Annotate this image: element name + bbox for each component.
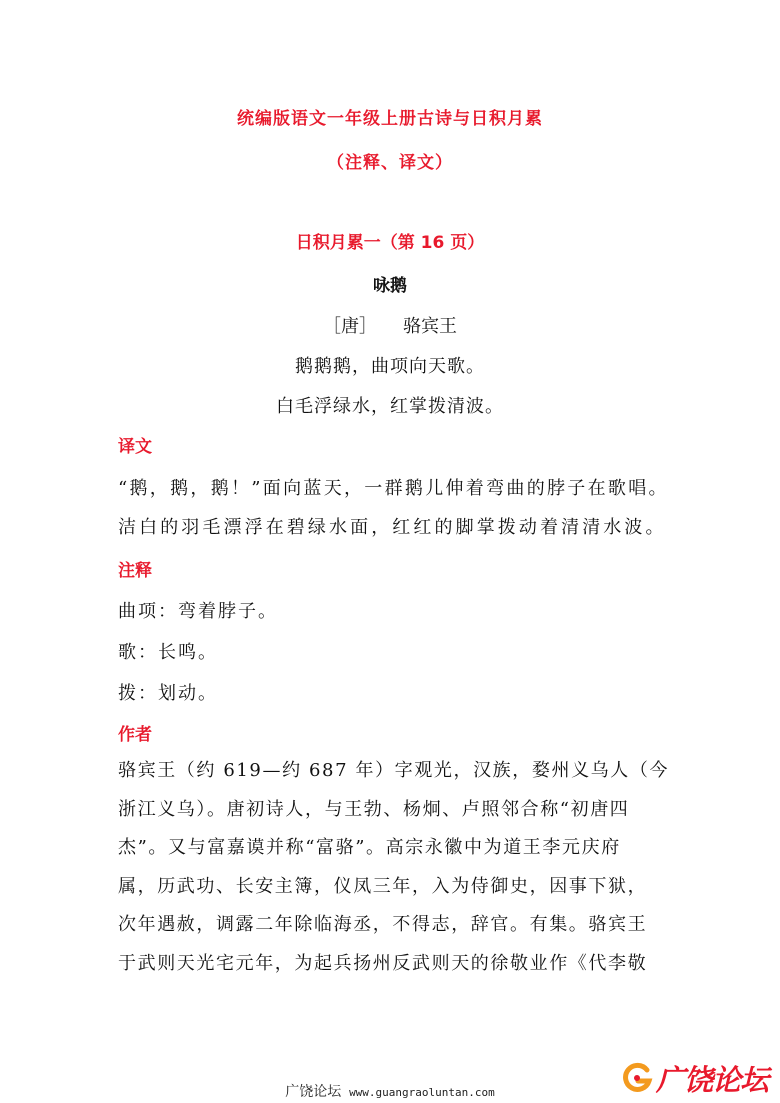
note-item: 拨：划动。	[118, 683, 218, 704]
footer-url[interactable]: www.guangraoluntan.com	[349, 1086, 495, 1099]
document-subtitle: （注释、译文）	[327, 153, 453, 173]
g-swirl-icon	[620, 1061, 654, 1095]
document-title: 统编版语文一年级上册古诗与日积月累	[237, 109, 543, 129]
poem-line: 白毛浮绿水，红掌拨清波。	[276, 396, 504, 417]
bio-line: 骆宾王（约 619—约 687 年）字观光，汉族，婺州义乌人（今	[118, 760, 670, 781]
logo-text: 广饶论坛	[656, 1062, 769, 1097]
notes-label: 注释	[118, 561, 152, 581]
site-logo	[620, 1058, 775, 1098]
bio-line: 属，历武功、长安主簿，仪凤三年，入为侍御史，因事下狱，	[118, 875, 648, 897]
translation-label: 译文	[118, 437, 152, 457]
poem-title: 咏鹅	[373, 276, 407, 296]
translation-line: 洁白的羽毛漂浮在碧绿水面，红红的脚掌拨动着清清水波。	[118, 517, 667, 538]
section-title: 日积月累一（第 16 页）	[295, 233, 485, 253]
poem-author: 骆宾王	[403, 316, 457, 337]
translation-line: “鹅，鹅，鹅！”面向蓝天，一群鹅儿伸着弯曲的脖子在歌唱。	[118, 478, 669, 499]
note-item: 曲项：弯着脖子。	[118, 601, 278, 622]
poem-dynasty: ［唐］	[323, 316, 377, 337]
footer-site-name: 广饶论坛	[285, 1084, 342, 1100]
bio-line: 于武则天光宅元年，为起兵扬州反武则天的徐敬业作《代李敬	[118, 952, 648, 974]
poem-byline	[0, 312, 780, 338]
bio-line: 次年遇赦，调露二年除临海丞，不得志，辞官。有集。骆宾王	[118, 914, 648, 936]
author-bio	[118, 752, 678, 984]
note-item: 歌：长鸣。	[118, 642, 218, 663]
bio-line: 浙江义乌）。唐初诗人，与王勃、杨炯、卢照邻合称“初唐四	[118, 798, 630, 820]
bio-line: 杰”。又与富嘉谟并称“富骆”。高宗永徽中为道王李元庆府	[118, 837, 621, 859]
poem-line: 鹅鹅鹅，曲项向天歌。	[295, 356, 485, 377]
author-label: 作者	[118, 725, 152, 745]
